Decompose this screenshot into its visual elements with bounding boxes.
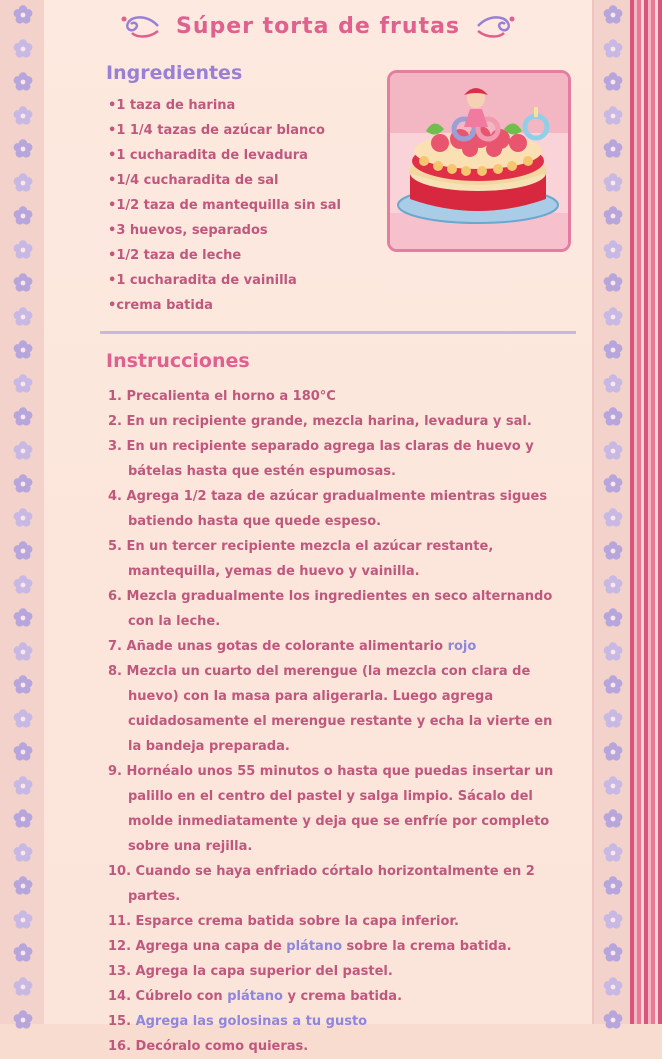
step-text: 8. Mezcla un cuarto del merengue (la mezcla con clara de huevo) con la masa para aligerarla. Luego agrega cuidadosamente el merengue restante y echa la vierte en la bandeja preparada.	[108, 664, 553, 754]
instruction-step	[108, 434, 568, 484]
instruction-step	[108, 859, 568, 909]
ingredient-item: • 1 taza de harina	[108, 96, 341, 121]
flower-icon	[12, 875, 34, 897]
flower-icon	[602, 607, 624, 629]
flower-icon	[12, 205, 34, 227]
ingredient-item: • 1/2 taza de leche	[108, 246, 341, 271]
flower-icon	[602, 339, 624, 361]
flower-icon	[12, 641, 34, 663]
step-text: 11. Esparce crema batida sobre la capa inferior.	[108, 914, 459, 929]
flower-icon	[12, 272, 34, 294]
instruction-step	[108, 909, 568, 934]
page-title: Súper torta de frutas	[175, 13, 461, 39]
highlight-text: plátano	[227, 989, 283, 1004]
flower-icon	[602, 741, 624, 763]
instruction-step	[108, 659, 568, 759]
ingredient-item: • crema batida	[108, 296, 341, 321]
step-text: 9. Hornéalo unos 55 minutos o hasta que puedas insertar un palillo en el centro del pastel y salga limpio. Sácalo del molde inmediatamente y deja que se enfríe por completo sobre una rejilla.	[108, 764, 554, 854]
step-text: 16. Decóralo como quieras.	[108, 1039, 309, 1054]
flower-icon	[12, 607, 34, 629]
step-text: 6. Mezcla gradualmente los ingredientes en seco alternando con la leche.	[108, 589, 553, 629]
flower-icon	[12, 473, 34, 495]
flower-icon	[12, 540, 34, 562]
flower-icon	[12, 775, 34, 797]
ingredient-item: • 1 1/4 tazas de azúcar blanco	[108, 121, 341, 146]
flower-icon	[12, 574, 34, 596]
flower-icon	[12, 4, 34, 26]
flower-icon	[12, 842, 34, 864]
flower-icon	[12, 976, 34, 998]
flower-icon	[602, 71, 624, 93]
flower-icon	[602, 708, 624, 730]
ingredients-heading: Ingredientes	[106, 62, 243, 84]
flower-icon	[602, 440, 624, 462]
highlight-text: Agrega las golosinas a tu gusto	[135, 1014, 368, 1029]
flower-icon	[12, 38, 34, 60]
right-stripes	[630, 0, 662, 1024]
step-text: 10. Cuando se haya enfriado córtalo horizontalmente en 2 partes.	[108, 864, 535, 904]
flower-icon	[602, 1009, 624, 1031]
instructions-list	[108, 384, 568, 1059]
flower-icon	[602, 4, 624, 26]
flower-icon	[602, 172, 624, 194]
ingredients-list	[108, 96, 341, 321]
flower-icon	[602, 507, 624, 529]
instruction-step	[108, 984, 568, 1009]
flower-icon	[602, 105, 624, 127]
step-text: 2. En un recipiente grande, mezcla harina, levadura y sal.	[108, 414, 532, 429]
flower-icon	[602, 641, 624, 663]
flower-icon	[12, 942, 34, 964]
flower-icon	[602, 473, 624, 495]
instruction-step	[108, 1034, 568, 1059]
step-text: 14. Cúbrelo con	[108, 989, 228, 1004]
flower-icon	[602, 842, 624, 864]
flower-icon	[602, 306, 624, 328]
flower-icon	[602, 976, 624, 998]
flower-icon	[602, 674, 624, 696]
ingredient-item: • 3 huevos, separados	[108, 221, 341, 246]
flower-icon	[602, 239, 624, 261]
flower-icon	[12, 1009, 34, 1031]
step-text: sobre la crema batida.	[342, 939, 512, 954]
instruction-step	[108, 409, 568, 434]
section-divider	[100, 331, 576, 334]
instruction-step	[108, 584, 568, 634]
step-text: 7. Añade unas gotas de colorante alimentario	[108, 639, 448, 654]
flower-icon	[12, 172, 34, 194]
flower-icon	[12, 507, 34, 529]
flower-icon	[602, 942, 624, 964]
step-text: 1. Precalienta el horno a 180°C	[108, 389, 336, 404]
flower-icon	[602, 406, 624, 428]
right-flower-border	[592, 0, 632, 1024]
flower-icon	[602, 205, 624, 227]
highlight-text: plátano	[286, 939, 343, 954]
flower-icon	[12, 105, 34, 127]
flower-icon	[602, 875, 624, 897]
instruction-step	[108, 484, 568, 534]
flower-icon	[602, 808, 624, 830]
left-flower-border	[0, 0, 46, 1024]
flower-icon	[12, 741, 34, 763]
swirl-ornament-icon	[118, 11, 162, 41]
flower-icon	[602, 38, 624, 60]
flower-icon	[12, 373, 34, 395]
title-row	[44, 8, 592, 44]
flower-icon	[12, 406, 34, 428]
flower-icon	[12, 909, 34, 931]
step-text: 5. En un tercer recipiente mezcla el azúcar restante, mantequilla, yemas de huevo y vainilla.	[108, 539, 494, 579]
highlight-text: rojo	[447, 639, 477, 654]
instruction-step	[108, 934, 568, 959]
step-text: y crema batida.	[282, 989, 403, 1004]
flower-icon	[12, 71, 34, 93]
flower-icon	[12, 708, 34, 730]
instruction-step	[108, 384, 568, 409]
step-text: 12. Agrega una capa de	[108, 939, 287, 954]
flower-icon	[12, 339, 34, 361]
flower-icon	[12, 674, 34, 696]
ingredient-item: • 1/2 taza de mantequilla sin sal	[108, 196, 341, 221]
step-text: 3. En un recipiente separado agrega las claras de huevo y bátelas hasta que estén espumosas.	[108, 439, 534, 479]
instruction-step	[108, 959, 568, 984]
flower-icon	[12, 306, 34, 328]
ingredient-item: • 1/4 cucharadita de sal	[108, 171, 341, 196]
flower-icon	[602, 138, 624, 160]
flower-icon	[602, 373, 624, 395]
step-text: 4. Agrega 1/2 taza de azúcar gradualmente mientras sigues batiendo hasta que quede espeso.	[108, 489, 548, 529]
instruction-step	[108, 634, 568, 659]
ingredient-item: • 1 cucharadita de vainilla	[108, 271, 341, 296]
instruction-step	[108, 534, 568, 584]
flower-icon	[602, 909, 624, 931]
flower-icon	[602, 540, 624, 562]
swirl-ornament-icon	[474, 11, 518, 41]
cake-illustration	[387, 70, 571, 252]
instruction-step	[108, 759, 568, 859]
flower-icon	[12, 808, 34, 830]
flower-icon	[602, 775, 624, 797]
ingredient-item: • 1 cucharadita de levadura	[108, 146, 341, 171]
instructions-heading: Instrucciones	[106, 350, 250, 372]
instruction-step	[108, 1009, 568, 1034]
flower-icon	[12, 239, 34, 261]
recipe-card	[44, 0, 592, 1054]
flower-icon	[12, 138, 34, 160]
step-text: 13. Agrega la capa superior del pastel.	[108, 964, 393, 979]
flower-icon	[12, 440, 34, 462]
flower-icon	[602, 272, 624, 294]
step-text: 15.	[108, 1014, 136, 1029]
flower-icon	[602, 574, 624, 596]
